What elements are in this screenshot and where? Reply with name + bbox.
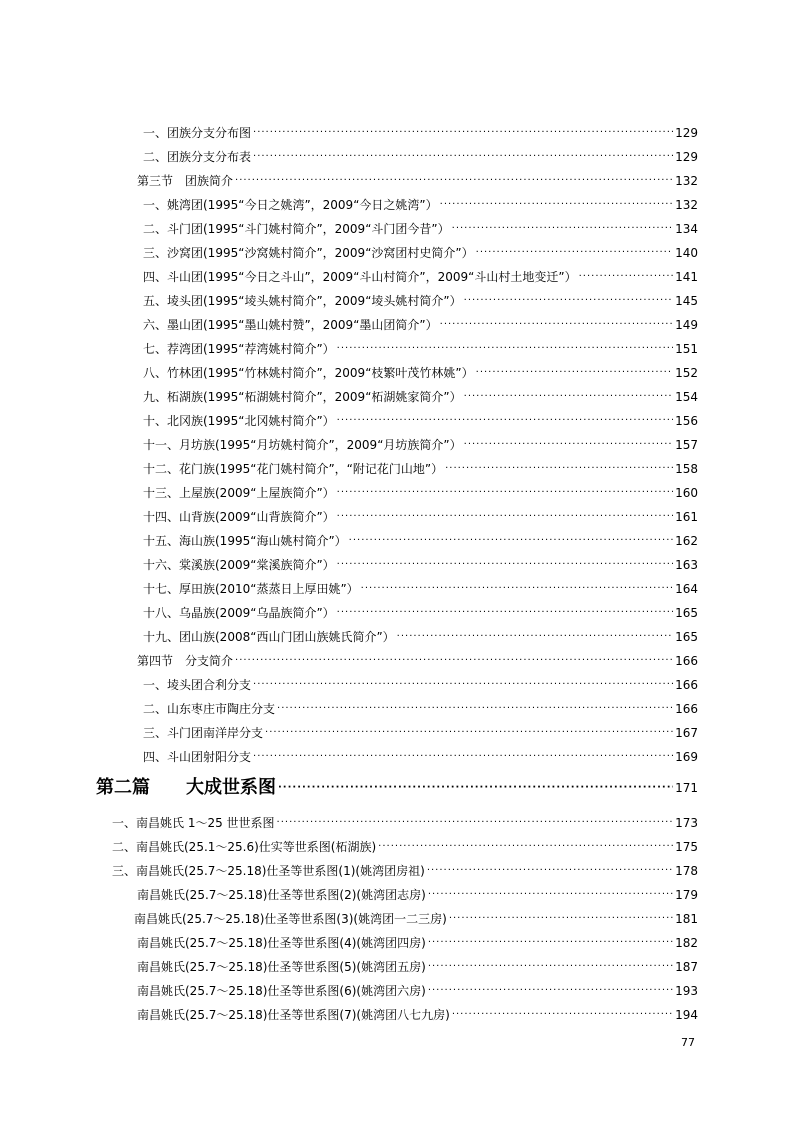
toc-entry-page: 132 (675, 174, 698, 188)
toc-entry-label: 十、北冈族(1995“北冈姚村简介”） (143, 414, 335, 428)
toc-entry (0, 190, 794, 212)
toc-entry (0, 856, 794, 878)
toc-entry-label: 十二、花门族(1995“花门姚村简介”，“附记花门山地”） (143, 462, 444, 476)
toc-entry (0, 334, 794, 356)
dot-leader (278, 778, 673, 798)
toc-entry (0, 382, 794, 404)
toc-entry-label: 八、竹林团(1995“竹林姚村简介”，2009“枝繁叶茂竹林姚”） (143, 366, 474, 380)
toc-entry-label: 九、柘湖族(1995“柘湖姚村简介”，2009“柘湖姚家简介”） (143, 390, 462, 404)
toc-entry (0, 406, 794, 428)
toc-entry-label: 一、南昌姚氏 1～25 世世系图 (112, 816, 275, 830)
dot-leader (277, 816, 674, 830)
toc-entry-label: 三、南昌姚氏(25.7～25.18)仕圣等世系图(1)(姚湾团房祖) (112, 864, 425, 878)
dot-leader (265, 726, 673, 740)
page-number: 77 (681, 1036, 695, 1049)
toc-entry-page: 165 (675, 606, 698, 620)
toc-entry-label: 十六、棠溪族(2009“棠溪族简介”） (143, 558, 335, 572)
dot-leader (428, 888, 673, 902)
toc-entry-label: 三、沙窝团(1995“沙窝姚村简介”，2009“沙窝团村史简介”） (143, 246, 474, 260)
toc-entry (0, 808, 794, 830)
toc-entry (0, 598, 794, 620)
toc-entry-page: 145 (675, 294, 698, 308)
toc-entry-label: 十四、山背族(2009“山背族简介”） (143, 510, 335, 524)
toc-entry (0, 262, 794, 284)
toc-entry-page: 169 (675, 750, 698, 764)
dot-leader (337, 606, 673, 620)
toc-entry (0, 742, 794, 764)
dot-leader (253, 750, 673, 764)
dot-leader (440, 198, 673, 212)
toc-entry-label: 第三节 团族简介 (137, 174, 234, 188)
toc-entry-label: 十一、月坊族(1995“月坊姚村简介”，2009“月坊族简介”） (143, 438, 462, 452)
dot-leader (235, 174, 673, 188)
toc-entry-label: 四、斗山团射阳分支 (143, 750, 252, 764)
dot-leader (253, 126, 673, 140)
toc-entry-page: 134 (675, 222, 698, 236)
dot-leader (337, 342, 673, 356)
toc-entry-page: 165 (675, 630, 698, 644)
toc-entry (0, 880, 794, 902)
toc-entry-label: 一、姚湾团(1995“今日之姚湾”，2009“今日之姚湾”） (143, 198, 438, 212)
toc-entry (0, 430, 794, 452)
toc-entry-label: 南昌姚氏(25.7～25.18)仕圣等世系图(6)(姚湾团六房) (137, 984, 426, 998)
toc-entry-label: 一、团族分支分布图 (143, 126, 252, 140)
dot-leader (397, 630, 673, 644)
dot-leader (337, 558, 673, 572)
toc-entry (0, 976, 794, 998)
dot-leader (452, 222, 673, 236)
dot-leader (452, 1008, 673, 1022)
toc-entry-page: 129 (675, 150, 698, 164)
dot-leader (428, 936, 673, 950)
toc-entry-label: 七、荐湾团(1995“荐湾姚村简介”） (143, 342, 335, 356)
toc-entry-page: 162 (675, 534, 698, 548)
toc-entry (0, 118, 794, 140)
toc-entry-label: 二、斗门团(1995“斗门姚村简介”，2009“斗门团今昔”） (143, 222, 450, 236)
toc-entry (0, 622, 794, 644)
toc-entry-page: 140 (675, 246, 698, 260)
toc-entry-page: 166 (675, 654, 698, 668)
toc-section-heading (0, 646, 794, 668)
toc-entry-label: 一、堎头团合利分支 (143, 678, 252, 692)
toc-entry-label: 十五、海山族(1995“海山姚村简介”） (143, 534, 347, 548)
toc-entry (0, 832, 794, 854)
toc-entry (0, 214, 794, 236)
toc-entry (0, 718, 794, 740)
toc-entry (0, 478, 794, 500)
toc-chapter-heading (0, 772, 794, 798)
dot-leader (579, 270, 673, 284)
toc-entry-page: 163 (675, 558, 698, 572)
toc-entry-page: 157 (675, 438, 698, 452)
toc-entry (0, 286, 794, 308)
dot-leader (337, 486, 673, 500)
dot-leader (378, 840, 673, 854)
toc-entry-page: 154 (675, 390, 698, 404)
toc-entry (0, 142, 794, 164)
toc-entry-page: 129 (675, 126, 698, 140)
toc-entry-page: 187 (675, 960, 698, 974)
toc-entry-page: 166 (675, 678, 698, 692)
toc-entry (0, 670, 794, 692)
toc-entry (0, 1000, 794, 1022)
toc-entry-page: 181 (675, 912, 698, 926)
toc-entry (0, 454, 794, 476)
dot-leader (476, 366, 673, 380)
toc-entry-page: 141 (675, 270, 698, 284)
toc-entry-label: 四、斗山团(1995“今日之斗山”，2009“斗山村简介”，2009“斗山村土地变迁”） (143, 270, 577, 284)
toc-entry-page: 175 (675, 840, 698, 854)
toc-entry-page: 167 (675, 726, 698, 740)
toc-entry-page: 160 (675, 486, 698, 500)
dot-leader (445, 462, 673, 476)
toc-entry-label: 十九、团山族(2008“西山门团山族姚氏简介”） (143, 630, 395, 644)
toc-entry-label: 南昌姚氏(25.7～25.18)仕圣等世系图(4)(姚湾团四房) (137, 936, 426, 950)
toc-entry-label: 五、堎头团(1995“堎头姚村简介”，2009“堎头姚村简介”） (143, 294, 462, 308)
toc-entry-label: 十七、厚田族(2010“蒸蒸日上厚田姚”） (143, 582, 359, 596)
dot-leader (427, 864, 673, 878)
dot-leader (361, 582, 673, 596)
dot-leader (428, 984, 673, 998)
toc-entry-page: 158 (675, 462, 698, 476)
dot-leader (440, 318, 673, 332)
dot-leader (253, 678, 673, 692)
toc-entry-label: 三、斗门团南洋岸分支 (143, 726, 264, 740)
toc-entry (0, 904, 794, 926)
toc-entry (0, 952, 794, 974)
dot-leader (235, 654, 673, 668)
dot-leader (428, 960, 673, 974)
toc-entry (0, 358, 794, 380)
toc-entry-page: 166 (675, 702, 698, 716)
dot-leader (464, 438, 673, 452)
toc-entry-page: 164 (675, 582, 698, 596)
toc-entry-page: 151 (675, 342, 698, 356)
toc-entry (0, 550, 794, 572)
toc-entry-page: 179 (675, 888, 698, 902)
toc-entry-label: 二、山东枣庄市陶庄分支 (143, 702, 276, 716)
toc-entry-page: 171 (675, 781, 698, 795)
toc-entry-page: 194 (675, 1008, 698, 1022)
dot-leader (253, 150, 673, 164)
toc-entry-page: 161 (675, 510, 698, 524)
toc-entry-page: 152 (675, 366, 698, 380)
toc-entry-label: 南昌姚氏(25.7～25.18)仕圣等世系图(7)(姚湾团八七九房) (137, 1008, 450, 1022)
toc-entry (0, 310, 794, 332)
toc-entry-label: 十八、乌晶族(2009“乌晶族简介”） (143, 606, 335, 620)
toc-entry (0, 238, 794, 260)
toc-entry-page: 182 (675, 936, 698, 950)
toc-entry (0, 694, 794, 716)
toc-entry-label: 南昌姚氏(25.7～25.18)仕圣等世系图(5)(姚湾团五房) (137, 960, 426, 974)
toc-entry (0, 928, 794, 950)
toc-entry-page: 156 (675, 414, 698, 428)
toc-section-heading (0, 166, 794, 188)
toc-entry-label: 六、墨山团(1995“墨山姚村赞”，2009“墨山团简介”） (143, 318, 438, 332)
toc-entry (0, 526, 794, 548)
toc-entry-page: 149 (675, 318, 698, 332)
toc-chapter-label: 第二篇 大成世系图 (96, 777, 276, 798)
toc-entry (0, 574, 794, 596)
toc-entry-label: 十三、上屋族(2009“上屋族简介”） (143, 486, 335, 500)
dot-leader (476, 246, 673, 260)
toc-entry-label: 南昌姚氏(25.7～25.18)仕圣等世系图(3)(姚湾团一二三房) (134, 912, 447, 926)
dot-leader (464, 390, 673, 404)
toc-entry (0, 502, 794, 524)
dot-leader (337, 510, 673, 524)
toc-entry-page: 178 (675, 864, 698, 878)
toc-entry-label: 南昌姚氏(25.7～25.18)仕圣等世系图(2)(姚湾团志房) (137, 888, 426, 902)
toc-entry-label: 二、南昌姚氏(25.1～25.6)仕实等世系图(柘湖族) (112, 840, 377, 854)
dot-leader (337, 414, 673, 428)
dot-leader (349, 534, 673, 548)
dot-leader (449, 912, 673, 926)
toc-entry-page: 132 (675, 198, 698, 212)
dot-leader (464, 294, 673, 308)
toc-entry-label: 第四节 分支简介 (137, 654, 234, 668)
dot-leader (277, 702, 673, 716)
toc-entry-page: 173 (675, 816, 698, 830)
toc-entry-label: 二、团族分支分布表 (143, 150, 252, 164)
toc-entry-page: 193 (675, 984, 698, 998)
